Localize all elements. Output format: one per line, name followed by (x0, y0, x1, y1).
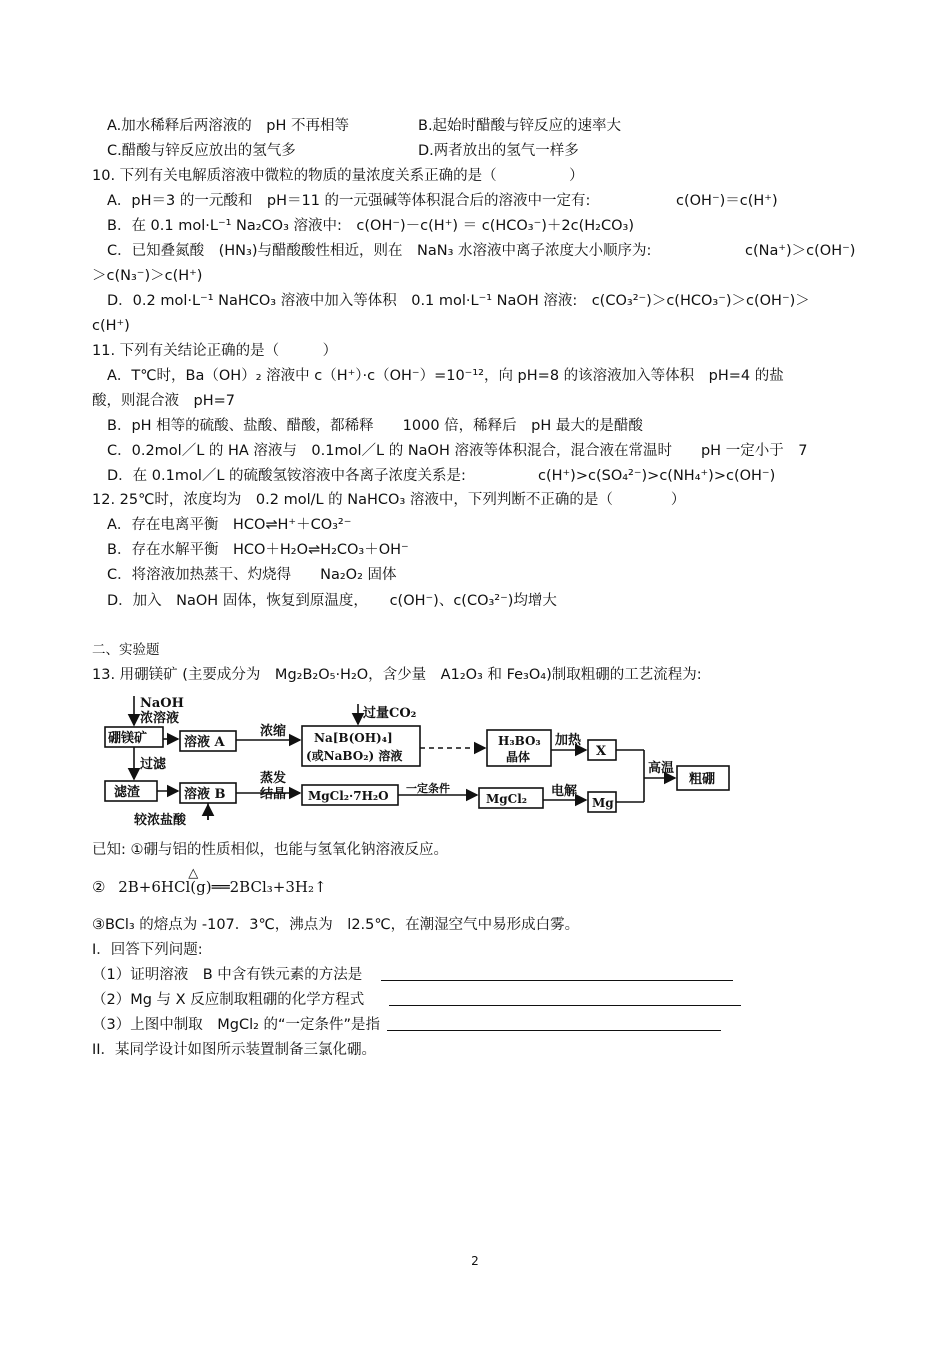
q11-stem: 11. 下列有关结论正确的是（ ） (92, 343, 338, 359)
part-1-heading: I．回答下列问题: (92, 942, 203, 958)
answer-blank-2[interactable] (389, 991, 741, 1006)
label-hcl: 较浓盐酸 (134, 813, 187, 828)
q11-option-d-eq: c(H⁺)>c(SO₄²⁻)>c(NH₄⁺)>c(OH⁻) (538, 468, 776, 484)
sub-question-1 (92, 965, 733, 985)
sub-question-3 (92, 1015, 721, 1035)
label-electrolysis: 电解 (551, 784, 578, 799)
q13-stem: 13. 用硼镁矿 (主要成分为 Mg₂B₂O₅·H₂O，含少量 A1₂O₃ 和 Fe₃O₄)制取粗硼的工艺流程为: (92, 667, 702, 683)
q12-option-a: A．存在电离平衡 HCO⇌H⁺＋CO₃²⁻ (107, 517, 352, 533)
label-residue: 滤渣 (114, 785, 141, 800)
q11-option-b: B．pH 相等的硫酸、盐酸、醋酸，都稀释 1000 倍，稀释后 pH 最大的是醋酸 (107, 418, 643, 434)
q10-option-c-eq: c(Na⁺)＞c(OH⁻) (745, 243, 856, 259)
label-crude-boron: 粗硼 (689, 772, 716, 787)
q12-stem: 12. 25℃时，浓度均为 0.2 mol/L 的 NaHCO₃ 溶液中，下列判断不正确的是（ ） (92, 492, 686, 508)
q9-option-d: D.两者放出的氢气一样多 (418, 143, 579, 159)
reaction-equation: 2B+6HCl(g)══2BCl₃+3H₂↑ (118, 878, 327, 896)
known-fact-2 (92, 866, 327, 896)
q10-stem: 10. 下列有关电解质溶液中微粒的物质的量浓度关系正确的是（ ） (92, 168, 584, 184)
q11-option-c: C．0.2mol／L 的 HA 溶液与 0.1mol／L 的 NaOH 溶液等体积混合，混合液在常温时 pH 一定小于 7 (107, 443, 808, 459)
label-solution-a: 溶液 A (184, 735, 225, 750)
label-co2: 过量CO₂ (363, 706, 417, 721)
q9-option-c: C.醋酸与锌反应放出的氢气多 (107, 143, 296, 159)
answer-blank-1[interactable] (381, 966, 733, 981)
q10-option-d: D．0.2 mol·L⁻¹ NaHCO₃ 溶液中加入等体积 0.1 mol·L⁻¹ NaOH 溶液: c(CO₃²⁻)＞c(HCO₃⁻)＞c(OH⁻)＞ (107, 293, 810, 309)
label-concentrate: 浓缩 (260, 724, 287, 739)
known-fact-2-number: ② (92, 878, 106, 896)
label-ore: 硼镁矿 (108, 731, 148, 746)
q12-option-b: B．存在水解平衡 HCO＋H₂O⇌H₂CO₃＋OH⁻ (107, 542, 409, 558)
sub-question-3-text: （3）上图中制取 MgCl₂ 的“一定条件”是指 (92, 1017, 381, 1033)
label-condition: 一定条件 (406, 782, 450, 795)
sub-question-2 (92, 990, 741, 1010)
label-high-temp: 高温 (648, 761, 675, 776)
label-mgcl2: MgCl₂ (486, 792, 528, 806)
known-fact-1: 已知: ①硼与铝的性质相似，也能与氢氧化钠溶液反应。 (92, 842, 448, 858)
process-flowchart (100, 694, 740, 829)
q12-option-d: D．加入 NaOH 固体，恢复到原温度， c(OH⁻)、c(CO₃²⁻)均增大 (107, 593, 557, 609)
label-evaporate: 蒸发 (260, 771, 287, 786)
page-number: 2 (471, 1254, 479, 1268)
q10-option-a: A．pH＝3 的一元酸和 pH＝11 的一元强碱等体积混合后的溶液中一定有: (107, 193, 591, 209)
label-conc-solution: 浓溶液 (140, 711, 180, 726)
label-h3bo3: H₃BO₃ (498, 734, 541, 748)
label-crystal: 晶体 (506, 750, 531, 764)
q11-option-d: D．在 0.1mol／L 的硫酸氢铵溶液中各离子浓度关系是: (107, 468, 466, 484)
q9-option-b: B.起始时醋酸与锌反应的速率大 (418, 118, 622, 134)
section-heading: 二、实验题 (92, 642, 160, 658)
heat-condition-symbol: △ (188, 866, 199, 881)
q10-option-c: C．已知叠氮酸 (HN₃)与醋酸酸性相近，则在 NaN₃ 水溶液中离子浓度大小顺序为: (107, 243, 652, 259)
q10-option-d-cont: c(H⁺) (92, 318, 130, 334)
q11-option-a-cont: 酸，则混合液 pH=7 (92, 393, 235, 409)
q9-option-a: A.加水稀释后两溶液的 pH 不再相等 (107, 118, 349, 134)
label-crystallize: 结晶 (260, 787, 287, 802)
label-na-borate-1: Na[B(OH)₄] (314, 731, 393, 745)
label-solution-b: 溶液 B (184, 787, 226, 802)
q10-option-a-eq: c(OH⁻)＝c(H⁺) (676, 193, 778, 209)
label-heat: 加热 (555, 733, 582, 748)
label-mg: Mg (592, 796, 614, 810)
label-naoh: NaOH (140, 696, 184, 711)
label-na-borate-2: (或NaBO₂) 溶液 (306, 749, 403, 763)
sub-question-2-text: （2）Mg 与 X 反应制取粗硼的化学方程式 (92, 992, 365, 1008)
q10-option-b: B．在 0.1 mol·L⁻¹ Na₂CO₃ 溶液中: c(OH⁻)－c(H⁺) ＝ c(HCO₃⁻)＋2c(H₂CO₃) (107, 218, 634, 234)
part-2-heading: II．某同学设计如图所示装置制备三氯化硼。 (92, 1042, 377, 1058)
label-filter: 过滤 (140, 757, 167, 772)
label-mgcl2-hydrate: MgCl₂·7H₂O (308, 789, 389, 803)
known-fact-3: ③BCl₃ 的熔点为 -107．3℃，沸点为 l2.5℃，在潮湿空气中易形成白雾。 (92, 917, 580, 933)
sub-question-1-text: （1）证明溶液 B 中含有铁元素的方法是 (92, 967, 363, 983)
q12-option-c: C．将溶液加热蒸干、灼烧得 Na₂O₂ 固体 (107, 567, 397, 583)
answer-blank-3[interactable] (387, 1016, 721, 1031)
q11-option-a: A．T℃时，Ba（OH）₂ 溶液中 c（H⁺）·c（OH⁻）=10⁻¹²，向 pH=8 的该溶液加入等体积 pH=4 的盐 (107, 368, 784, 384)
label-x: X (596, 744, 607, 759)
q10-option-c-cont: ＞c(N₃⁻)＞c(H⁺) (92, 268, 203, 284)
